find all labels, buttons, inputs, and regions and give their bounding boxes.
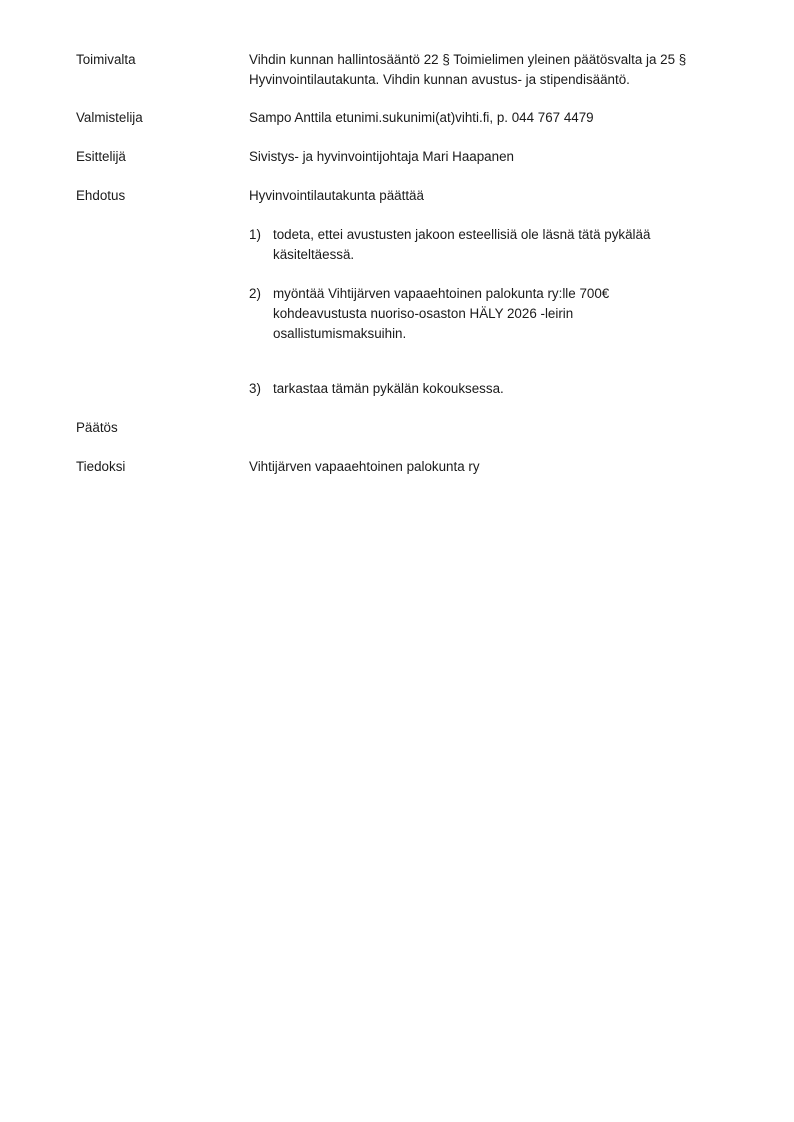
proposal-item-line: osallistumismaksuihin.: [273, 326, 407, 341]
tiedoksi-label: Tiedoksi: [76, 459, 126, 474]
section-ehdotus: [76, 186, 746, 406]
valmistelija-label: Valmistelija: [76, 110, 143, 125]
section-valmistelija: [76, 108, 746, 128]
ehdotus-label: Ehdotus: [76, 188, 126, 203]
esittelija-label: Esittelijä: [76, 149, 126, 164]
tiedoksi-value: Vihtijärven vapaaehtoinen palokunta ry: [249, 459, 480, 474]
proposal-item-number: 2): [249, 286, 261, 301]
section-toimivalta: [76, 50, 746, 90]
proposal-item-text: [273, 284, 713, 344]
proposal-item-line: myöntää Vihtijärven vapaaehtoinen palokunta ry:lle 700€: [273, 286, 610, 301]
proposal-item: [249, 225, 729, 265]
proposal-item-line: käsiteltäessä.: [273, 247, 355, 262]
section-tiedoksi: [76, 457, 746, 477]
toimivalta-line-1: Vihdin kunnan hallintosääntö 22 § Toimielimen yleinen päätösvalta ja 25 §: [249, 52, 687, 67]
proposal-item-number: 3): [249, 381, 261, 396]
toimivalta-content: [249, 50, 744, 90]
valmistelija-value: Sampo Anttila etunimi.sukunimi(at)vihti.fi, p. 044 767 4479: [249, 110, 594, 125]
proposal-item-number: 1): [249, 227, 261, 242]
ehdotus-intro: Hyvinvointilautakunta päättää: [249, 188, 424, 203]
paatos-label: Päätös: [76, 420, 118, 435]
section-esittelija: [76, 147, 746, 167]
toimivalta-label: Toimivalta: [76, 52, 136, 67]
proposal-item-text: [273, 379, 713, 399]
section-paatos: [76, 418, 746, 438]
toimivalta-line-2: Hyvinvointilautakunta. Vihdin kunnan avustus- ja stipendisääntö.: [249, 72, 630, 87]
proposal-item-line: todeta, ettei avustusten jakoon esteellisiä ole läsnä tätä pykälää: [273, 227, 651, 242]
proposal-item: [249, 379, 729, 399]
proposal-item: [249, 284, 729, 344]
proposal-item-text: [273, 225, 713, 265]
proposal-item-line: kohdeavustusta nuoriso-osaston HÄLY 2026 -leirin: [273, 306, 574, 321]
esittelija-value: Sivistys- ja hyvinvointijohtaja Mari Haapanen: [249, 149, 514, 164]
proposal-item-line: tarkastaa tämän pykälän kokouksessa.: [273, 381, 504, 396]
